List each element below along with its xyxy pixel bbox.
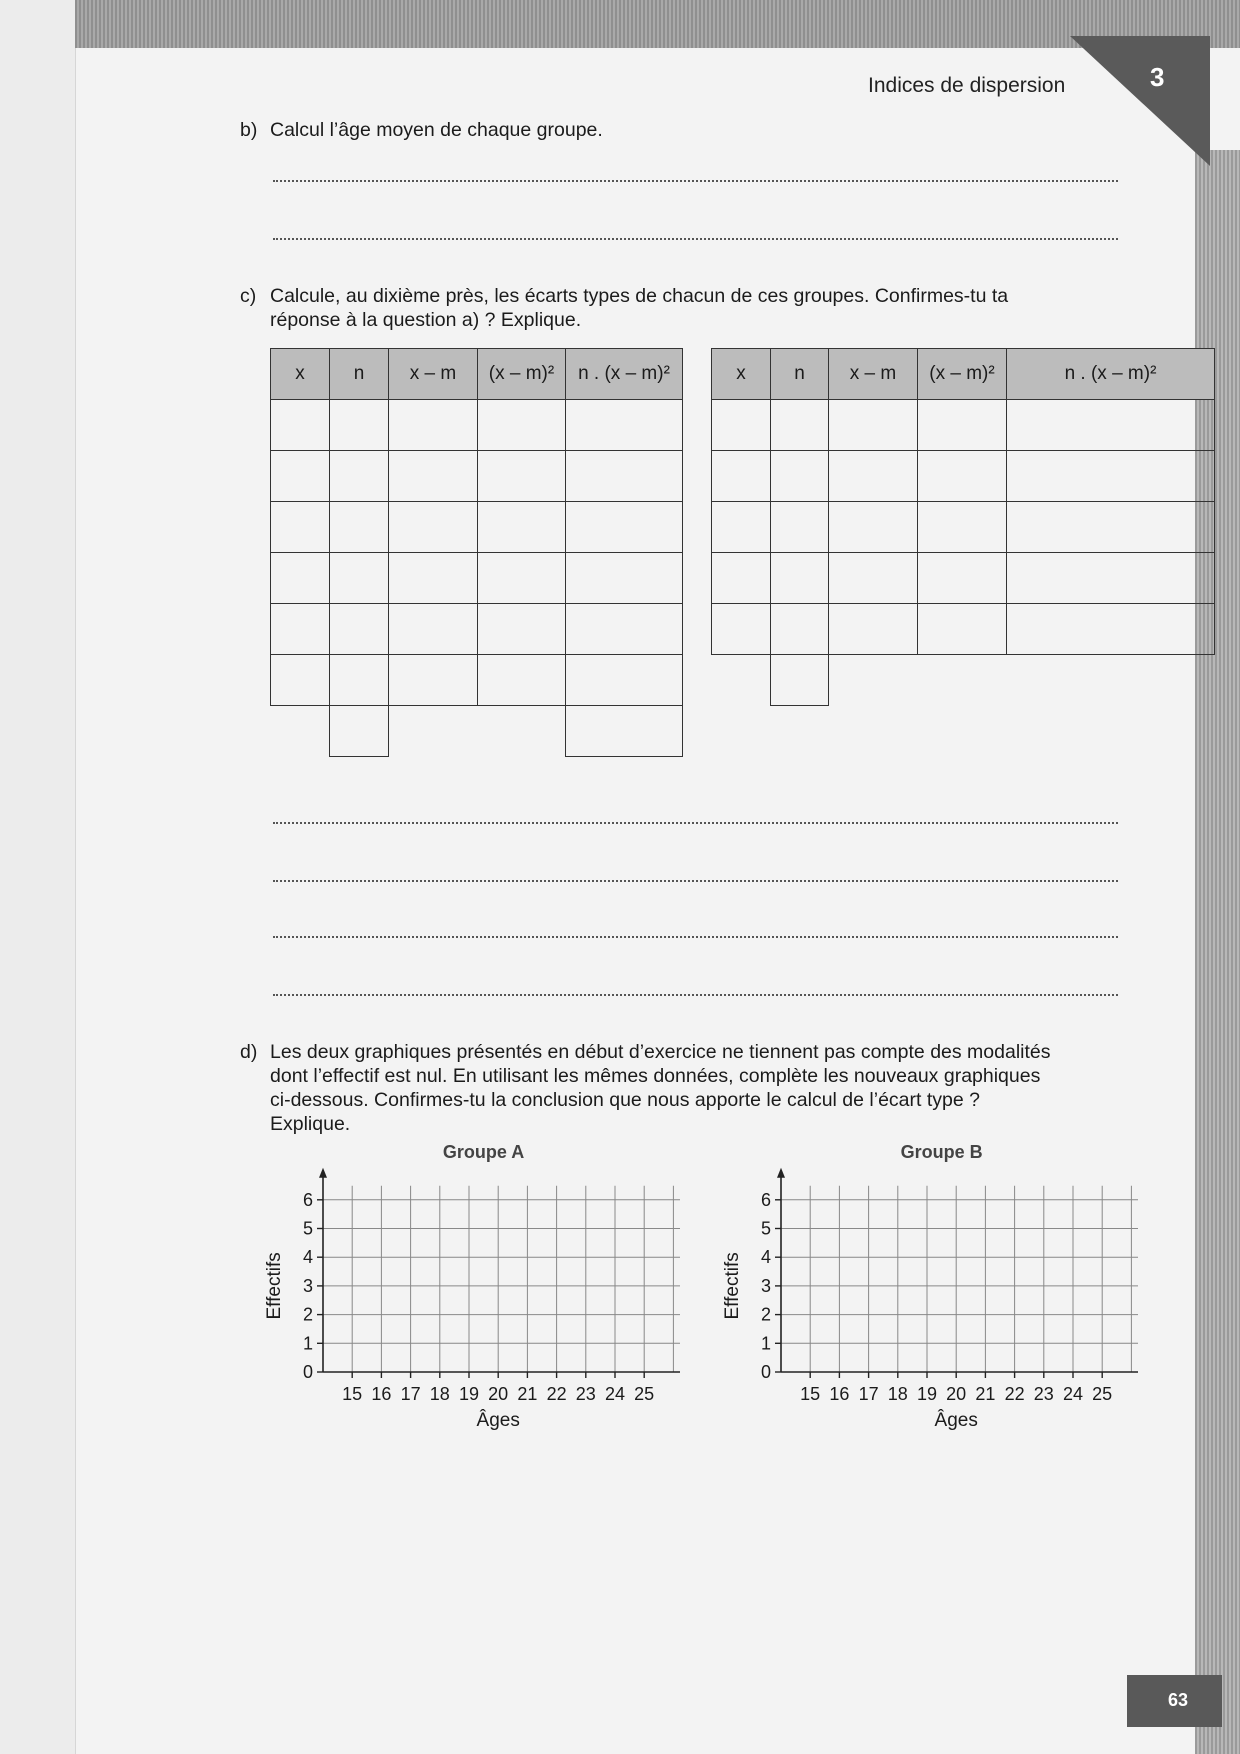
- question-c-label: c): [240, 285, 257, 307]
- table-row-partial: [271, 706, 683, 757]
- table-row: [271, 553, 683, 604]
- x-tick-label: 20: [488, 1384, 509, 1404]
- x-tick-label: 18: [887, 1384, 908, 1404]
- x-tick-label: 24: [604, 1384, 626, 1404]
- x-tick-label: 23: [575, 1384, 596, 1404]
- col-header-squared-deviation: (x – m)²: [918, 349, 1007, 400]
- x-axis-label: Âges: [476, 1410, 520, 1431]
- answer-line[interactable]: [273, 822, 1118, 824]
- y-tick-label: 6: [760, 1189, 771, 1210]
- top-band: [75, 0, 1240, 48]
- table-row: [271, 451, 683, 502]
- x-tick-label: 23: [1033, 1384, 1054, 1404]
- question-c-line2: réponse à la question a) ? Explique.: [270, 309, 582, 331]
- question-b-text: Calcul l’âge moyen de chaque groupe.: [270, 119, 603, 141]
- col-header-x: x: [271, 349, 330, 400]
- question-d-line3: ci-dessous. Confirmes-tu la conclusion que nous apporte le calcul de l’écart type ?: [270, 1089, 980, 1111]
- x-tick-label: 18: [429, 1384, 450, 1404]
- col-header-n: n: [771, 349, 829, 400]
- col-header-weighted-squared-deviation: n . (x – m)²: [566, 349, 683, 400]
- y-tick-label: 5: [302, 1218, 313, 1239]
- x-tick-label: 25: [1092, 1384, 1113, 1404]
- table-row: [271, 655, 683, 706]
- question-c-line1: Calcule, au dixième près, les écarts types de chacun de ces groupes. Confirmes-tu ta: [270, 285, 1009, 307]
- deviation-table-left: [270, 348, 683, 757]
- y-tick-label: 0: [760, 1362, 771, 1382]
- x-tick-label: 19: [916, 1384, 938, 1404]
- x-tick-label: 16: [829, 1384, 850, 1404]
- y-axis-label: Effectifs: [722, 1252, 743, 1320]
- question-d-line1: Les deux graphiques présentés en début d’exercice ne tiennent pas compte des modalités: [270, 1041, 1051, 1063]
- x-tick-label: 16: [371, 1384, 392, 1404]
- question-d-label: d): [240, 1041, 258, 1063]
- x-tick-label: 17: [400, 1384, 421, 1404]
- col-header-x-minus-m: x – m: [829, 349, 918, 400]
- y-axis-label: Effectifs: [264, 1252, 285, 1320]
- x-tick-label: 19: [458, 1384, 480, 1404]
- graph-title: Groupe A: [442, 1142, 525, 1162]
- table-row: [712, 604, 1215, 655]
- section-title: Indices de dispersion: [868, 74, 1066, 97]
- y-tick-label: 4: [760, 1247, 771, 1268]
- page-left-margin: [0, 0, 76, 1754]
- table-row: [712, 553, 1215, 604]
- x-tick-label: 25: [634, 1384, 655, 1404]
- table-row: [712, 502, 1215, 553]
- graph-title: Groupe B: [900, 1142, 983, 1162]
- y-tick-label: 5: [760, 1218, 771, 1239]
- y-tick-label: 4: [302, 1247, 313, 1268]
- table-row: [271, 502, 683, 553]
- y-tick-label: 3: [302, 1275, 313, 1296]
- chapter-corner-tab: [1070, 36, 1210, 166]
- y-tick-label: 1: [302, 1333, 313, 1354]
- col-header-weighted-squared-deviation: n . (x – m)²: [1007, 349, 1215, 400]
- answer-line[interactable]: [273, 880, 1118, 882]
- table-row: [271, 604, 683, 655]
- col-header-n: n: [330, 349, 389, 400]
- x-tick-label: 24: [1062, 1384, 1084, 1404]
- table-row-partial: [712, 655, 1215, 706]
- table-row: [271, 400, 683, 451]
- table-row: [712, 400, 1215, 451]
- y-tick-label: 1: [760, 1333, 771, 1354]
- y-tick-label: 2: [302, 1304, 313, 1325]
- y-tick-label: 6: [302, 1189, 313, 1210]
- deviation-table-right: [711, 348, 1215, 706]
- chapter-number: 3: [1150, 62, 1165, 92]
- x-tick-label: 21: [517, 1384, 538, 1404]
- x-axis-label: Âges: [934, 1410, 978, 1431]
- question-d-line4: Explique.: [270, 1113, 351, 1135]
- x-tick-label: 22: [546, 1384, 567, 1404]
- col-header-x-minus-m: x – m: [389, 349, 478, 400]
- question-d-line2: dont l’effectif est nul. En utilisant les mêmes données, complète les nouveaux graphiques: [270, 1065, 1041, 1087]
- table-row: [712, 451, 1215, 502]
- answer-line[interactable]: [273, 238, 1118, 240]
- y-tick-label: 2: [760, 1304, 771, 1325]
- graph-groupe-a[interactable]: [260, 1140, 680, 1440]
- question-b-label: b): [240, 119, 258, 141]
- x-tick-label: 17: [858, 1384, 879, 1404]
- page-number: 63: [1168, 1690, 1189, 1710]
- answer-line[interactable]: [273, 936, 1118, 938]
- y-tick-label: 0: [302, 1362, 313, 1382]
- graph-groupe-b[interactable]: [718, 1140, 1138, 1440]
- x-tick-label: 22: [1004, 1384, 1025, 1404]
- x-tick-label: 20: [946, 1384, 967, 1404]
- answer-line[interactable]: [273, 994, 1118, 996]
- y-axis-arrow: [777, 1168, 785, 1178]
- answer-line[interactable]: [273, 180, 1118, 182]
- y-axis-arrow: [319, 1168, 327, 1178]
- x-tick-label: 15: [342, 1384, 363, 1404]
- x-tick-label: 21: [975, 1384, 996, 1404]
- col-header-x: x: [712, 349, 771, 400]
- col-header-squared-deviation: (x – m)²: [478, 349, 566, 400]
- x-tick-label: 15: [800, 1384, 821, 1404]
- y-tick-label: 3: [760, 1275, 771, 1296]
